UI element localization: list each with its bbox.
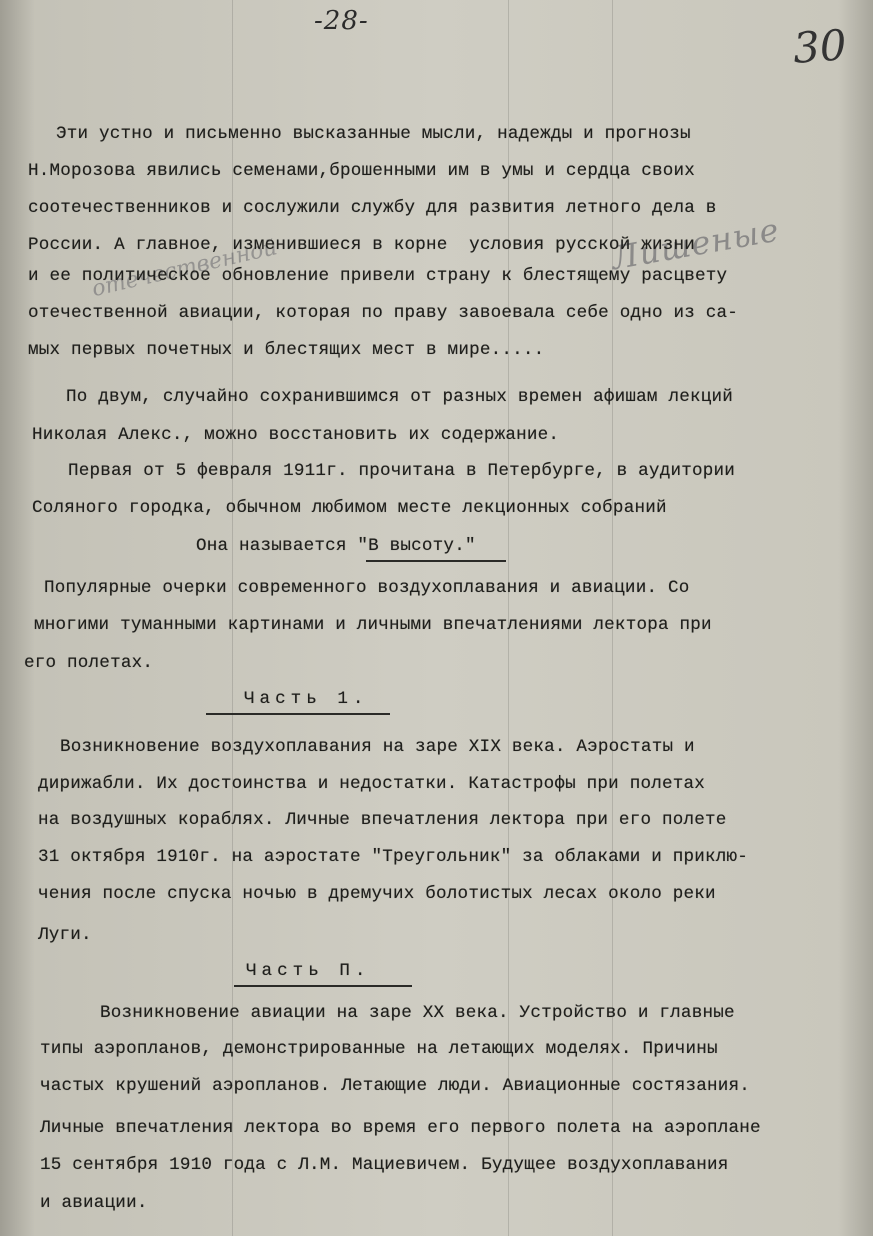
text-line: соотечественников и сослужили службу для развития летного дела в [28,198,717,218]
text-line: Популярные очерки современного воздухоплавания и авиации. Со [44,578,690,598]
text-line: отечественной авиации, которая по праву завоевала себе одно из са- [28,303,739,323]
text-line: Луги. [38,925,92,945]
text-line: Соляного городка, обычном любимом месте лекционных собраний [32,498,667,518]
handwritten-stamp: Лишеные [608,210,783,278]
text-line: многими туманными картинами и личными впечатлениями лектора при [34,615,712,635]
part-2-heading: Часть П. [246,961,371,981]
text-line: его полетах. [24,653,154,673]
text-line: Эти устно и письменно высказанные мысли, надежды и прогнозы [56,124,691,144]
margin-scribble: отечественной [89,235,280,303]
text-line: По двум, случайно сохранившимся от разных времен афишам лекций [66,387,733,407]
text-line: Николая Алекс., можно восстановить их содержание. [32,425,560,445]
lecture-title-underline [366,560,506,562]
text-line: 15 сентября 1910 года с Л.М. Мациевичем. Будущее воздухоплавания [40,1155,729,1175]
page-number: -28- [314,6,369,36]
text-line: и авиации. [40,1193,148,1213]
text-line: на воздушных кораблях. Личные впечатления лектора при его полете [38,810,727,830]
text-line: Возникновение авиации на заре XX века. Устройство и главные [100,1003,735,1023]
text-line: частых крушений аэропланов. Летающие люди. Авиационные состязания. [40,1076,751,1096]
part-1-underline [206,713,390,715]
part-1-heading: Часть 1. [244,689,369,709]
lecture-title: Она называется "В высоту." [196,536,476,556]
text-line: дирижабли. Их достоинства и недостатки. Катастрофы при полетах [38,774,705,794]
text-line: России. А главное, изменившиеся в корне условия русской жизни [28,235,695,255]
text-line: типы аэропланов, демонстрированные на летающих моделях. Причины [40,1039,718,1059]
text-line: Первая от 5 февраля 1911г. прочитана в Петербурге, в аудитории [68,461,735,481]
text-line: Личные впечатления лектора во время его первого полета на аэроплане [40,1118,761,1138]
text-line: Возникновение воздухоплавания на заре XIX века. Аэростаты и [60,737,695,757]
text-line: 31 октября 1910г. на аэростате "Треугольник" за облаками и приклю- [38,847,749,867]
text-line: Н.Морозова явились семенами,брошенными им в умы и сердца своих [28,161,695,181]
text-line: и ее политическое обновление привели страну к блестящему расцвету [28,266,728,286]
archive-folio-number: 30 [791,20,849,73]
part-2-underline [234,985,412,987]
text-line: чения после спуска ночью в дремучих болотистых лесах около реки [38,884,716,904]
text-line: мых первых почетных и блестящих мест в мире..... [28,340,545,360]
